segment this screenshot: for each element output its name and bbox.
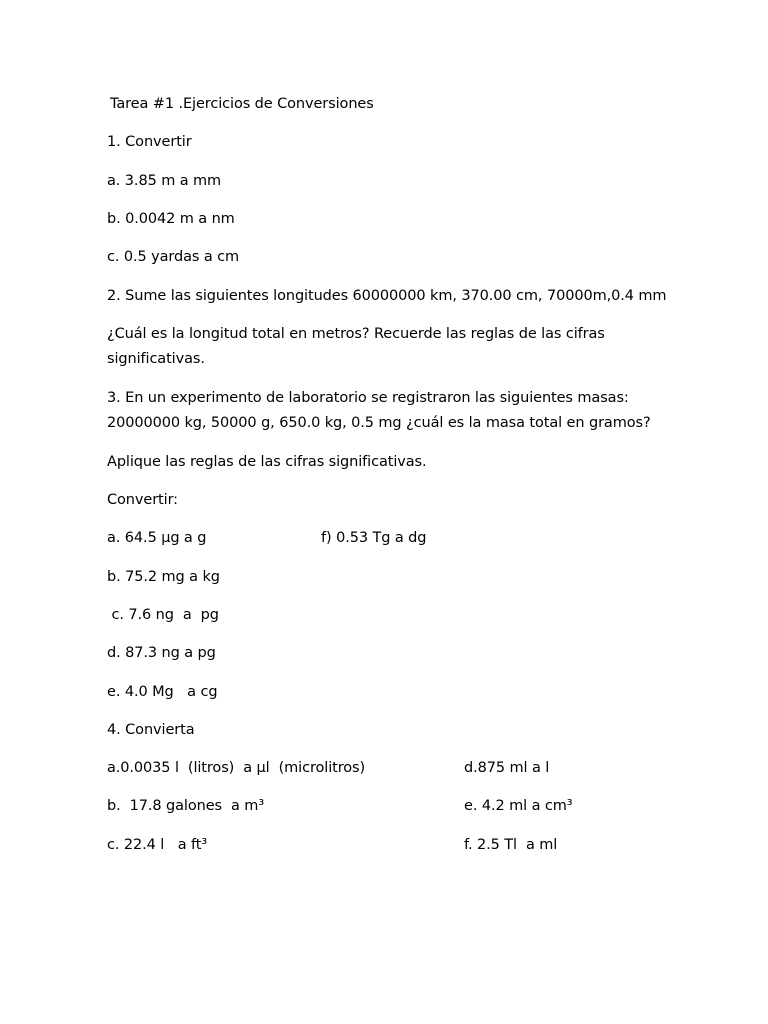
section1-item-b: b. 0.0042 m a nm [107,211,235,227]
section4-item-d: d.875 ml a l [464,760,550,776]
page-title: Tarea #1 .Ejercicios de Conversiones [110,96,374,112]
section1-item-c: c. 0.5 yardas a cm [107,249,240,265]
section3-item-b: b. 75.2 mg a kg [107,569,220,585]
section4-heading: 4. Convierta [107,722,195,738]
section2-question-line2: significativas. [107,351,205,367]
section4-item-b: b. 17.8 galones a m³ [107,798,265,814]
section3-item-f: f) 0.53 Tg a dg [321,530,427,546]
section3-item-c: c. 7.6 ng a pg [107,607,219,623]
section4-item-f: f. 2.5 Tl a ml [464,837,558,853]
section3-item-e: e. 4.0 Mg a cg [107,684,218,700]
section3-item-a: a. 64.5 µg a g [107,530,207,546]
section3-heading: Convertir: [107,492,178,508]
section1-item-a: a. 3.85 m a mm [107,173,222,189]
section4-item-c: c. 22.4 l a ft³ [107,837,208,853]
section2-prompt: 2. Sume las siguientes longitudes 60000000 km, 370.00 cm, 70000m,0.4 mm [107,288,667,304]
section4-item-e: e. 4.2 ml a cm³ [464,798,573,814]
section3-prompt-line1: 3. En un experimento de laboratorio se registraron las siguientes masas: [107,390,629,406]
section3-prompt-line2: 20000000 kg, 50000 g, 650.0 kg, 0.5 mg ¿cuál es la masa total en gramos? [107,415,651,431]
section3-item-d: d. 87.3 ng a pg [107,645,216,661]
section1-heading: 1. Convertir [107,134,192,150]
section4-item-a: a.0.0035 l (litros) a µl (microlitros) [107,760,366,776]
section2-question-line1: ¿Cuál es la longitud total en metros? Recuerde las reglas de las cifras [107,326,605,342]
section3-instruction: Aplique las reglas de las cifras significativas. [107,454,427,470]
